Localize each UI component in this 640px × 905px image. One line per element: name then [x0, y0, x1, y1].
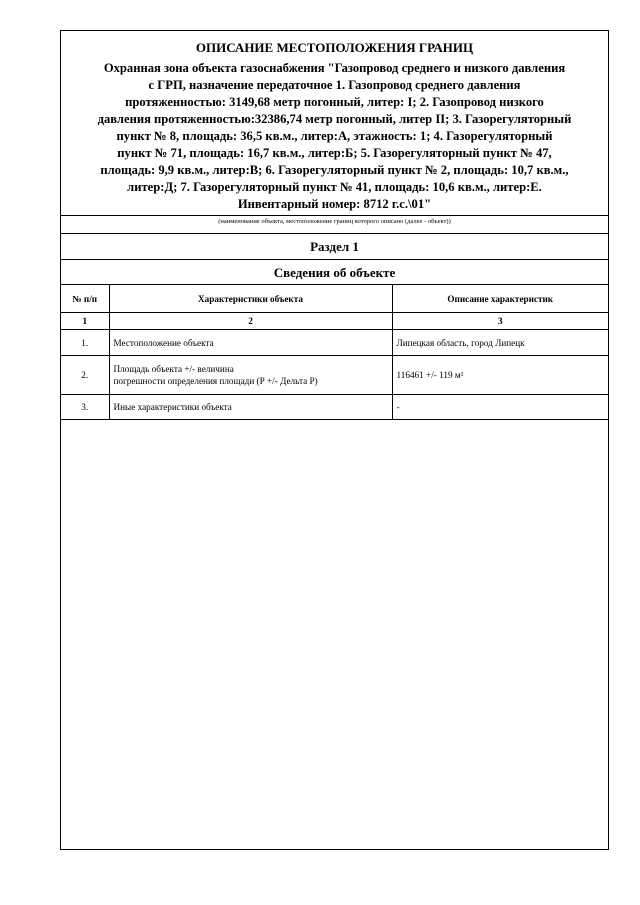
table-header-row: [61, 285, 608, 313]
row-characteristic-line: Площадь объекта +/- величина: [113, 364, 234, 374]
row-description: 116461 +/- 119 м²: [392, 356, 608, 395]
row-number: 3.: [61, 395, 109, 420]
table-row: [61, 356, 608, 395]
column-header-number: № п/п: [61, 285, 109, 313]
column-number: 1: [61, 313, 109, 330]
object-description-line: с ГРП, назначение передаточное 1. Газопровод среднего давления: [148, 78, 521, 92]
object-description-line: протяженностью: 3149,68 метр погонный, литер: I; 2. Газопровод низкого: [125, 95, 544, 109]
column-number: 3: [392, 313, 608, 330]
row-characteristic: Местоположение объекта: [109, 330, 392, 356]
column-header-description: Описание характеристик: [392, 285, 608, 313]
table-row: [61, 395, 608, 420]
row-description: Липецкая область, город Липецк: [392, 330, 608, 356]
row-characteristic-line: погрешности определения площади (Р +/- Дельта Р): [113, 376, 318, 386]
object-description-line: Инвентарный номер: 8712 г.с.\01": [237, 197, 432, 211]
row-number: 2.: [61, 356, 109, 395]
subsection-heading: Сведения об объекте: [61, 259, 608, 285]
row-number: 1.: [61, 330, 109, 356]
object-description-line: пункт № 8, площадь: 36,5 кв.м., литер:А, этажность: 1; 4. Газорегуляторный: [116, 129, 553, 143]
object-description-line: Охранная зона объекта газоснабжения "Газопровод среднего и низкого давления: [103, 61, 566, 75]
object-name-caption: (наименование объекта, местоположение границ которого описано (далее - объект)): [61, 215, 608, 233]
object-description-line: площадь: 9,9 кв.м., литер:В; 6. Газорегуляторный пункт № 2, площадь: 10,7 кв.м.,: [100, 163, 569, 177]
table-row: [61, 330, 608, 356]
row-characteristic: Иные характеристики объекта: [109, 395, 392, 420]
object-description-line: пункт № 71, площадь: 16,7 кв.м., литер:Б; 5. Газорегуляторный пункт № 47,: [117, 146, 552, 160]
column-header-characteristic: Характеристики объекта: [109, 285, 392, 313]
section-heading: Раздел 1: [61, 233, 608, 259]
column-number-row: [61, 313, 608, 330]
row-characteristic: [109, 356, 392, 395]
row-description: -: [392, 395, 608, 420]
document-title: ОПИСАНИЕ МЕСТОПОЛОЖЕНИЯ ГРАНИЦ: [195, 40, 474, 55]
object-description: [61, 56, 608, 213]
document-sheet: [60, 30, 609, 850]
object-description-line: литер:Д; 7. Газорегуляторный пункт № 41, площадь: 10,6 кв.м., литер:Е.: [127, 180, 542, 194]
object-description-line: давления протяженностью:32386,74 метр погонный, литер II; 3. Газорегуляторный: [97, 112, 572, 126]
object-info-table: [61, 285, 608, 420]
column-number: 2: [109, 313, 392, 330]
